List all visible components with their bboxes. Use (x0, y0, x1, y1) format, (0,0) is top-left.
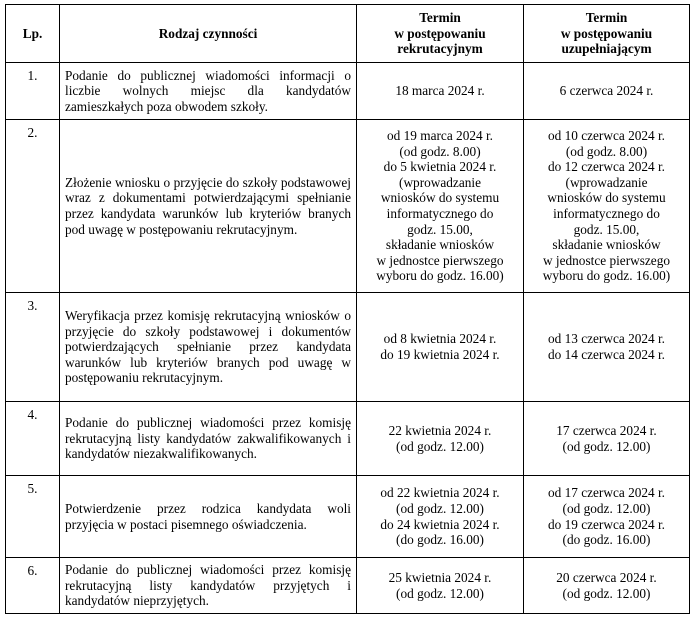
recruitment-deadline-line: wniosków do systemu (380, 190, 500, 206)
recruitment-deadline-line: (od godz. 12.00) (396, 500, 484, 516)
activity-description: Podanie do publicznej wiadomości przez komisję rekrutacyjną listy kandydatów przyjętych i kandydatów nieprzyjętych. (60, 558, 357, 614)
supplementary-deadline-line: do 12 czerwca 2024 r. (547, 159, 666, 175)
table-row (6, 476, 690, 558)
row-number: 3. (6, 293, 60, 402)
supplementary-deadline-line: wniosków do systemu (547, 190, 666, 206)
recruitment-deadline (357, 402, 524, 476)
supplementary-deadline (524, 402, 690, 476)
recruitment-deadline-line: w jednostce pierwszego (376, 252, 504, 268)
recruitment-deadline-line: do 5 kwietnia 2024 r. (383, 159, 497, 175)
recruitment-deadline-line: od 19 marca 2024 r. (387, 128, 493, 144)
supplementary-deadline-line: (od godz. 8.00) (565, 143, 648, 159)
supplementary-deadline-line: od 10 czerwca 2024 r. (547, 128, 666, 144)
recruitment-deadline-line: (od godz. 8.00) (399, 143, 481, 159)
row-number: 1. (6, 63, 60, 120)
recruitment-deadline-line: do 19 kwietnia 2024 r. (380, 347, 500, 362)
row-number: 5. (6, 476, 60, 558)
header-recruitment-line: Termin (419, 10, 461, 26)
supplementary-deadline-line: (do godz. 16.00) (562, 532, 651, 548)
header-supplementary (524, 5, 690, 63)
table-row (6, 558, 690, 614)
header-supplementary-line: uzupełniającym (561, 41, 652, 57)
recruitment-deadline-line: od 22 kwietnia 2024 r. (380, 485, 500, 501)
recruitment-deadline (357, 476, 524, 558)
activity-description: Podanie do publicznej wiadomości przez komisję rekrutacyjną listy kandydatów zakwalifikowanych i kandydatów niezakwalifikowanych. (60, 402, 357, 476)
supplementary-deadline (524, 63, 690, 120)
supplementary-deadline-line: w jednostce pierwszego (542, 252, 670, 268)
supplementary-deadline-line: (od godz. 12.00) (562, 585, 651, 601)
recruitment-deadline-line: godz. 15.00, (407, 221, 473, 237)
schedule-body (6, 63, 690, 614)
supplementary-deadline-line: 6 czerwca 2024 r. (559, 83, 654, 99)
supplementary-deadline-line: (od godz. 12.00) (562, 500, 651, 516)
row-number: 4. (6, 402, 60, 476)
recruitment-deadline-line: (do godz. 16.00) (396, 532, 484, 548)
supplementary-deadline (524, 120, 690, 293)
recruitment-deadline-line: wyboru do godz. 16.00) (376, 268, 504, 284)
recruitment-deadline (357, 63, 524, 120)
table-row (6, 120, 690, 293)
recruitment-deadline-line: (od godz. 12.00) (396, 585, 484, 601)
activity-description: Złożenie wniosku o przyjęcie do szkoły podstawowej wraz z dokumentami potwierdzającymi spełnianie przez kandydata warunków lub kryteriów branych pod uwagę w postępowaniu rekrutacyjnym. (60, 120, 357, 293)
supplementary-deadline (524, 476, 690, 558)
supplementary-deadline-line: (wprowadzanie (565, 174, 648, 190)
table-row (6, 402, 690, 476)
header-recruitment-line: rekrutacyjnym (397, 41, 483, 57)
supplementary-deadline-line: wyboru do godz. 16.00) (542, 268, 671, 284)
header-lp: Lp. (6, 5, 60, 63)
row-number: 2. (6, 120, 60, 293)
activity-description: Podanie do publicznej wiadomości informacji o liczbie wolnych miejsc dla kandydatów zamieszkałych poza obwodem szkoły. (60, 63, 357, 120)
recruitment-deadline-line: 22 kwietnia 2024 r. (388, 422, 492, 438)
recruitment-deadline (357, 293, 524, 402)
header-recruitment-line: w postępowaniu (394, 25, 486, 41)
recruitment-deadline-line: informatycznego do (386, 206, 494, 221)
header-row (6, 5, 690, 63)
table-row (6, 63, 690, 120)
recruitment-deadline-line: (wprowadzanie (399, 174, 481, 190)
recruitment-deadline (357, 120, 524, 293)
supplementary-deadline-line: od 17 czerwca 2024 r. (547, 485, 666, 501)
supplementary-deadline-line: (od godz. 12.00) (562, 438, 651, 454)
schedule-table (5, 4, 690, 614)
table-row (6, 293, 690, 402)
supplementary-deadline-line: 20 czerwca 2024 r. (556, 569, 657, 585)
supplementary-deadline-line: informatycznego do (553, 206, 660, 221)
supplementary-deadline (524, 558, 690, 614)
recruitment-deadline-line: 25 kwietnia 2024 r. (388, 569, 492, 585)
supplementary-deadline-line: godz. 15.00, (573, 221, 640, 237)
recruitment-deadline-line: od 8 kwietnia 2024 r. (383, 331, 497, 347)
activity-description: Weryfikacja przez komisję rekrutacyjną wniosków o przyjęcie do szkoły podstawowej i dokumentów potwierdzających spełnianie przez kandydata warunków lub kryteriów branych pod uwagę w postępowaniu rekrutacyjnym. (60, 293, 357, 402)
header-supplementary-line: w postępowaniu (560, 25, 653, 41)
recruitment-deadline (357, 558, 524, 614)
supplementary-deadline-line: od 13 czerwca 2024 r. (547, 331, 666, 347)
header-supplementary-line: Termin (585, 10, 628, 26)
supplementary-deadline-line: 17 czerwca 2024 r. (556, 422, 657, 438)
row-number: 6. (6, 558, 60, 614)
activity-description: Potwierdzenie przez rodzica kandydata woli przyjęcia w postaci pisemnego oświadczenia. (60, 476, 357, 558)
recruitment-deadline-line: do 24 kwietnia 2024 r. (380, 516, 500, 532)
recruitment-deadline-line: 18 marca 2024 r. (395, 83, 485, 99)
supplementary-deadline-line: do 19 czerwca 2024 r. (547, 516, 666, 532)
header-recruitment (357, 5, 524, 63)
header-activity: Rodzaj czynności (60, 5, 357, 63)
recruitment-deadline-line: (od godz. 12.00) (396, 438, 484, 454)
recruitment-deadline-line: składanie wniosków (385, 237, 495, 253)
supplementary-deadline-line: do 14 czerwca 2024 r. (547, 347, 666, 362)
supplementary-deadline-line: składanie wniosków (552, 237, 661, 253)
supplementary-deadline (524, 293, 690, 402)
